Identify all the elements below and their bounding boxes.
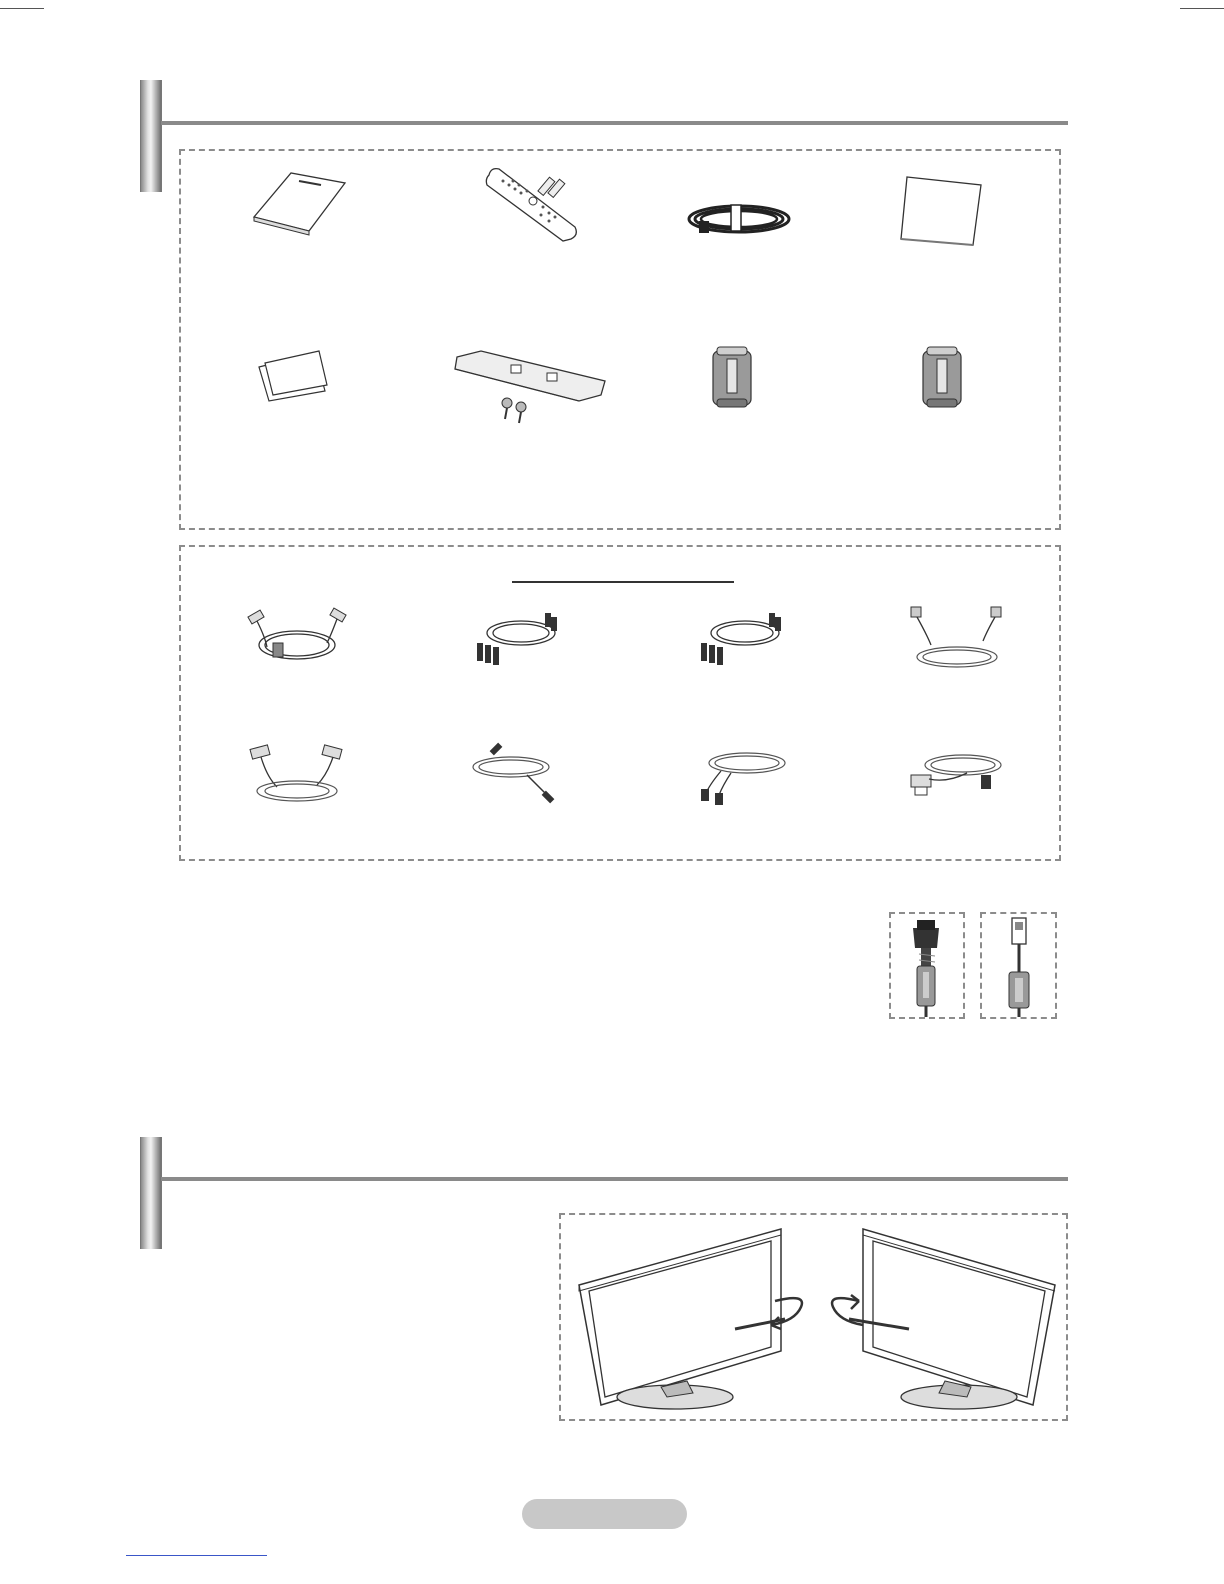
ferrite-signal-cable-icon bbox=[982, 914, 1055, 1017]
tv-swivel-right-icon bbox=[829, 1221, 1059, 1421]
ferrite-power-cord-box bbox=[889, 912, 965, 1019]
ferrite-core-icon bbox=[709, 345, 755, 409]
av-cable-icon bbox=[695, 607, 785, 671]
component-cable-icon bbox=[471, 607, 561, 671]
section-rule-accessories bbox=[161, 121, 1068, 125]
stand-base-icon bbox=[451, 347, 611, 427]
section-bar-swivel bbox=[140, 1137, 162, 1249]
ferrite-power-cord-icon bbox=[891, 914, 963, 1017]
scart-cable-icon bbox=[247, 743, 347, 807]
antenna-cable-icon bbox=[247, 607, 347, 667]
footer-link-underline[interactable] bbox=[126, 1555, 267, 1556]
sold-separately-underline bbox=[512, 581, 734, 583]
dvi-cable-icon bbox=[907, 743, 1007, 807]
tv-swivel-left-icon bbox=[575, 1221, 805, 1421]
cleaning-cloth-icon bbox=[897, 171, 987, 251]
remote-control-icon bbox=[483, 161, 583, 251]
sold-separately-box bbox=[179, 545, 1061, 861]
crop-mark-top-left bbox=[0, 8, 44, 9]
audio-cable-icon bbox=[467, 743, 567, 807]
crop-mark-top-right bbox=[1180, 8, 1224, 9]
hdmi-cable-icon bbox=[691, 743, 791, 807]
warranty-card-icon bbox=[257, 347, 329, 403]
section-rule-swivel bbox=[161, 1177, 1068, 1181]
section-bar-accessories bbox=[140, 80, 162, 192]
page-number-pill bbox=[522, 1499, 687, 1529]
ferrite-core-icon bbox=[919, 345, 965, 409]
pc-cable-icon bbox=[907, 605, 1007, 675]
power-cord-icon bbox=[681, 195, 791, 245]
manual-icon bbox=[249, 169, 349, 239]
ferrite-signal-cable-box bbox=[980, 912, 1057, 1019]
supplied-accessories-box bbox=[179, 149, 1061, 530]
swivel-illustration-box bbox=[559, 1213, 1068, 1421]
